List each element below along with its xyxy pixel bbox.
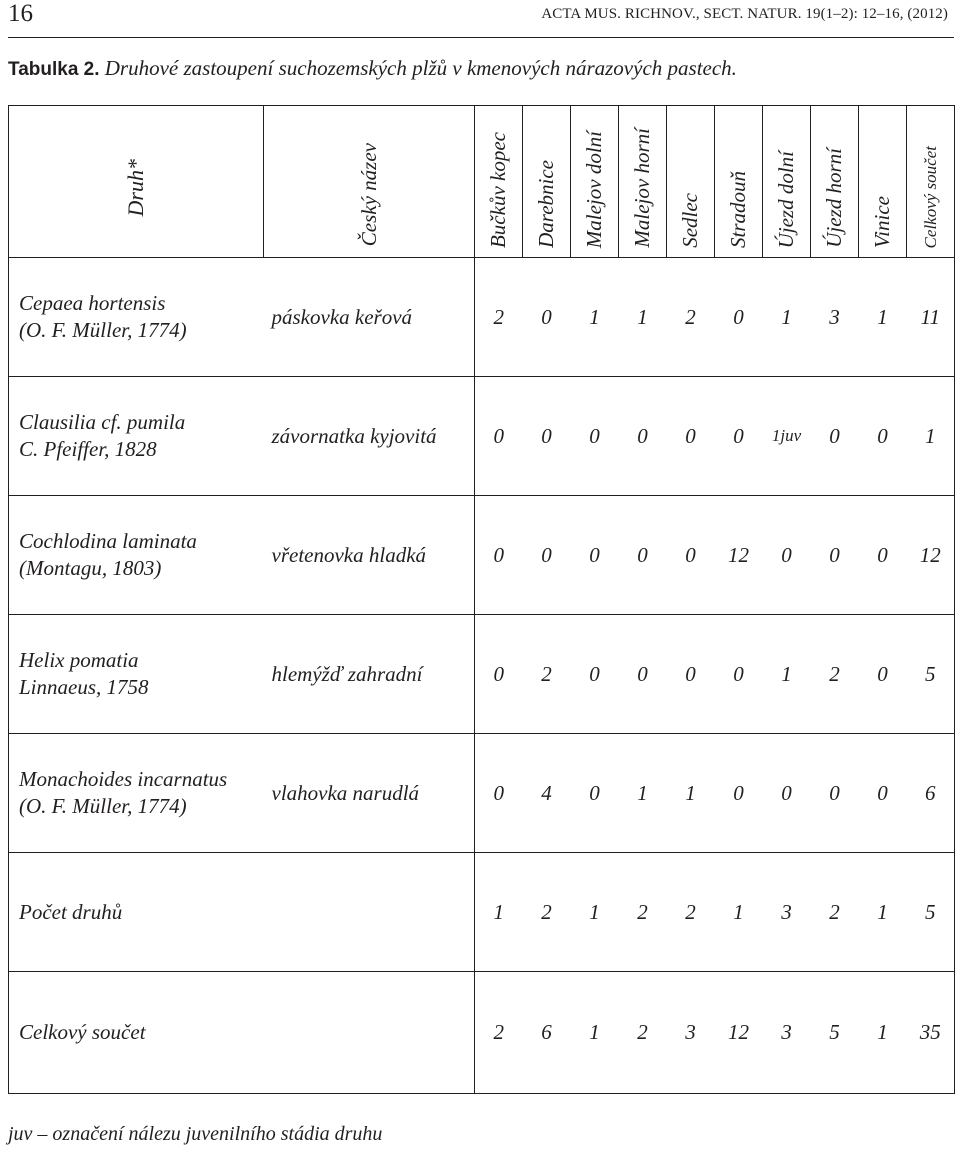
table-cell: 0 [715, 377, 763, 496]
table-caption-text: Druhové zastoupení suchozemských plžů v kmenových nárazových pastech. [104, 56, 737, 80]
table-caption [8, 55, 737, 83]
table-cell: 1juv [763, 377, 811, 496]
table-cell: 5 [811, 972, 859, 1094]
table-cell-total: 6 [907, 734, 955, 853]
table-cell: 1 [619, 258, 667, 377]
grand-total-row [9, 972, 955, 1094]
table-cell: 1 [571, 258, 619, 377]
table-cell: 2 [475, 258, 523, 377]
table-cell: 6 [523, 972, 571, 1094]
table-cell: 2 [811, 853, 859, 972]
header-site: Bučkův kopec [475, 106, 523, 258]
table-cell: 2 [667, 258, 715, 377]
table-cell: 0 [715, 615, 763, 734]
table-row [9, 734, 955, 853]
table-cell: 0 [523, 258, 571, 377]
header-total: Celkový součet [907, 106, 955, 258]
empty-cell [264, 853, 475, 972]
table-cell: 12 [715, 496, 763, 615]
table-cell: 2 [667, 853, 715, 972]
table-cell: 12 [715, 972, 763, 1094]
table-cell: 0 [475, 377, 523, 496]
czech-name: vřetenovka hladká [264, 496, 475, 615]
header-site: Vinice [859, 106, 907, 258]
table-cell: 2 [475, 972, 523, 1094]
table-cell: 0 [475, 615, 523, 734]
table-cell: 4 [523, 734, 571, 853]
table-cell: 0 [523, 377, 571, 496]
empty-cell [264, 972, 475, 1094]
table-cell: 1 [571, 972, 619, 1094]
table-cell: 2 [523, 853, 571, 972]
table-caption-label: Tabulka 2. [8, 59, 100, 80]
table-cell: 0 [619, 496, 667, 615]
table-cell: 0 [859, 734, 907, 853]
header-site: Újezd dolní [763, 106, 811, 258]
table-cell: 1 [859, 972, 907, 1094]
table-cell: 0 [571, 615, 619, 734]
species-count-label: Počet druhů [9, 853, 264, 972]
table-cell: 0 [811, 496, 859, 615]
table-cell: 2 [619, 853, 667, 972]
table-cell: 1 [715, 853, 763, 972]
czech-name: hlemýžď zahradní [264, 615, 475, 734]
table-cell: 1 [859, 258, 907, 377]
table-cell: 0 [811, 377, 859, 496]
header-site: Újezd horní [811, 106, 859, 258]
header-site: Malejov dolní [571, 106, 619, 258]
header-site: Malejov horní [619, 106, 667, 258]
header-site: Sedlec [667, 106, 715, 258]
table-cell: 2 [523, 615, 571, 734]
table-cell: 0 [667, 496, 715, 615]
table-cell: 0 [571, 496, 619, 615]
table-cell: 0 [763, 496, 811, 615]
species-table [8, 105, 955, 1094]
table-cell: 0 [619, 377, 667, 496]
table-cell: 0 [715, 734, 763, 853]
header-site: Stradouň [715, 106, 763, 258]
table-cell-total: 11 [907, 258, 955, 377]
table-row [9, 377, 955, 496]
species-name: Cepaea hortensis (O. F. Müller, 1774) [9, 258, 264, 377]
table-cell: 0 [475, 496, 523, 615]
running-head: ACTA MUS. RICHNOV., SECT. NATUR. 19(1–2): 12–16, (2012) [541, 6, 948, 22]
table-cell: 1 [763, 615, 811, 734]
table-cell: 0 [859, 377, 907, 496]
table-cell-total: 5 [907, 853, 955, 972]
czech-name: závornatka kyjovitá [264, 377, 475, 496]
table-cell: 0 [475, 734, 523, 853]
czech-name: vlahovka narudlá [264, 734, 475, 853]
table-cell: 3 [667, 972, 715, 1094]
table-cell: 1 [571, 853, 619, 972]
species-name: Helix pomatia Linnaeus, 1758 [9, 615, 264, 734]
table-cell: 1 [763, 258, 811, 377]
grand-total-label: Celkový součet [9, 972, 264, 1094]
table-cell: 1 [619, 734, 667, 853]
table-cell: 3 [763, 972, 811, 1094]
table-cell-total: 5 [907, 615, 955, 734]
footnote: juv – označení nálezu juvenilního stádia druhu [8, 1123, 383, 1145]
table-cell: 0 [667, 615, 715, 734]
species-name: Cochlodina laminata (Montagu, 1803) [9, 496, 264, 615]
header-site: Darebnice [523, 106, 571, 258]
header-druh: Druh* [9, 106, 264, 258]
table-row [9, 258, 955, 377]
table-cell: 0 [619, 615, 667, 734]
table-cell: 0 [715, 258, 763, 377]
table-cell: 0 [571, 377, 619, 496]
header-rule [8, 37, 954, 38]
table-cell-total: 35 [907, 972, 955, 1094]
table-header-row [9, 106, 955, 258]
table-cell: 3 [763, 853, 811, 972]
table-cell-total: 12 [907, 496, 955, 615]
table-cell-total: 1 [907, 377, 955, 496]
table-cell: 0 [667, 377, 715, 496]
table-cell: 2 [811, 615, 859, 734]
table-cell: 0 [811, 734, 859, 853]
table-cell: 0 [523, 496, 571, 615]
table-cell: 0 [859, 615, 907, 734]
table-cell: 0 [859, 496, 907, 615]
table-cell: 1 [475, 853, 523, 972]
table-cell: 1 [667, 734, 715, 853]
table-cell: 0 [571, 734, 619, 853]
czech-name: páskovka keřová [264, 258, 475, 377]
table-cell: 2 [619, 972, 667, 1094]
table-cell: 0 [763, 734, 811, 853]
table-cell: 3 [811, 258, 859, 377]
species-count-row [9, 853, 955, 972]
table-cell: 1 [859, 853, 907, 972]
species-name: Monachoides incarnatus (O. F. Müller, 1774) [9, 734, 264, 853]
species-name: Clausilia cf. pumila C. Pfeiffer, 1828 [9, 377, 264, 496]
table-row [9, 496, 955, 615]
header-cesky-nazev: Český název [264, 106, 475, 258]
page-number: 16 [8, 0, 33, 27]
table-row [9, 615, 955, 734]
